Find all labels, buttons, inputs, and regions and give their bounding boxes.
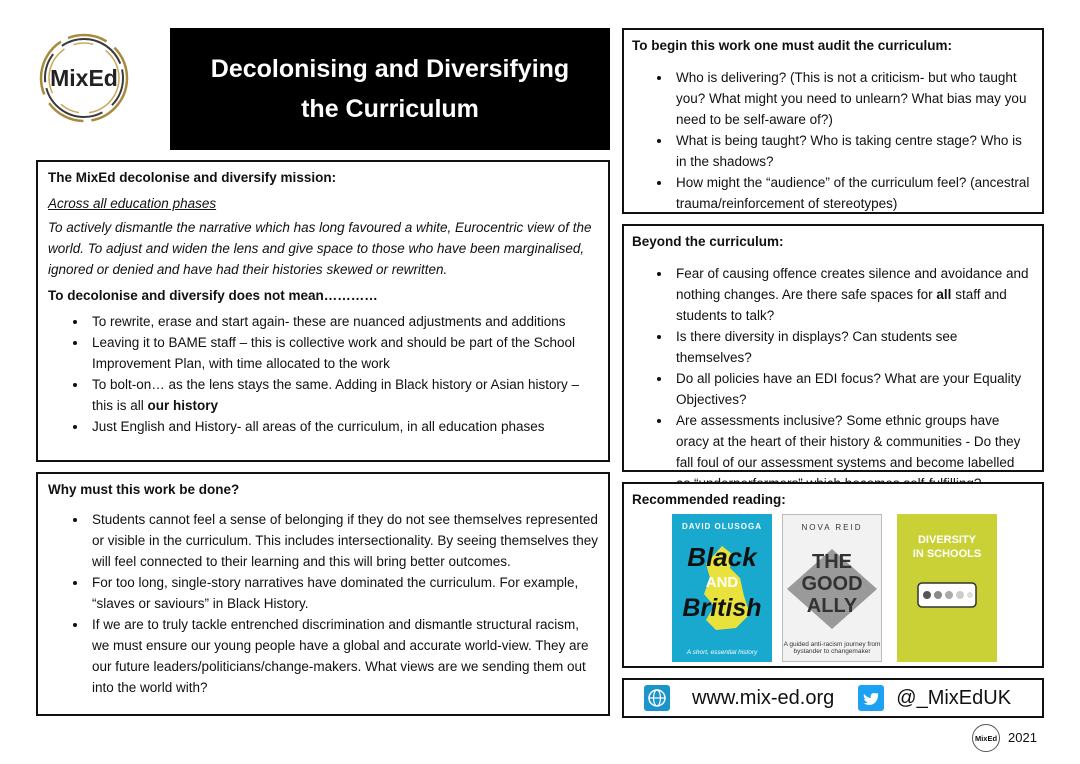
list-item: • Are assessments inclusive? Some ethnic groups have oracy at the heart of their history & communities - Do they fall foul of our assessment systems and become labelled: [672, 410, 1032, 494]
beyond-list: [632, 263, 1032, 494]
list-item: • If we are to truly tackle entrenched discrimination and dismantle structural racism, we must ensure our young people have a global and accurate world-view. They are our future leaders/politicians/change-makers. What views are we sending them out into the world with?: [88, 614, 598, 698]
book-title-1: THE: [812, 551, 852, 573]
list-item-bold: our history: [147, 398, 219, 413]
list-item: • How might the “audience” of the curriculum feel? (ancestral trauma/reinforcement of stereotypes): [672, 172, 1032, 214]
audit-list: [632, 67, 1032, 214]
book-black-and-british: [672, 514, 772, 662]
list-item-text: Fear of causing offence creates silence and avoidance and nothing changes. Are there safe spaces for: [676, 266, 1029, 302]
title-line-2: the Curriculum: [301, 95, 479, 123]
why-heading: Why must this work be done?: [48, 482, 240, 497]
audit-section: [622, 28, 1044, 214]
list-item: • Leaving it to BAME staff – this is collective work and should be part of the School Improvement Plan, with time allocated to the work: [88, 332, 598, 374]
book-title-2: AND: [705, 574, 739, 591]
footer-logo: MixEd: [972, 724, 1000, 752]
reading-heading: Recommended reading:: [632, 492, 786, 507]
not-mean-heading: To decolonise and diversify does not mean…………: [48, 288, 378, 303]
twitter-handle[interactable]: @_MixEdUK: [896, 686, 1012, 709]
not-mean-list: [48, 311, 598, 437]
audit-heading: To begin this work one must audit the curriculum:: [632, 38, 953, 53]
book-the-good-ally: [782, 514, 882, 662]
book-title-3: British: [682, 594, 762, 622]
list-item: • Students cannot feel a sense of belonging if they do not see themselves represented or visible in the curriculum. This includes intersectionality. By seeing themselves they will feel connected to their learning and this will bring better outcomes.: [88, 509, 598, 572]
list-item: • Is there diversity in displays? Can students see themselves?: [672, 326, 1032, 368]
website-link[interactable]: www.mix-ed.org: [692, 686, 835, 709]
mission-subheading: Across all education phases: [48, 196, 217, 211]
book-subtitle: A short, essential history: [686, 649, 758, 656]
list-item-text: To bolt-on… as the lens stays the same. Adding in Black history or Asian history – this is all: [92, 377, 579, 413]
why-section: [36, 472, 610, 716]
list-item: [88, 374, 598, 416]
footer-year: 2021: [1008, 730, 1037, 745]
book-title-2: GOOD: [801, 573, 863, 595]
mission-section: [36, 160, 610, 462]
twitter-icon: [858, 685, 884, 711]
beyond-heading: Beyond the curriculum:: [632, 234, 784, 249]
logo-text: MixEd: [50, 64, 118, 91]
book-author: DAVID OLUSOGA: [682, 522, 762, 531]
beyond-section: [622, 224, 1044, 472]
palette-icon: [917, 582, 977, 608]
mission-heading: The MixEd decolonise and diversify mission:: [48, 170, 337, 185]
contact-bar: [622, 678, 1044, 718]
why-list: [48, 509, 598, 698]
globe-icon: [644, 685, 670, 711]
mixed-logo: [38, 32, 130, 124]
book-author: NOVA REID: [801, 523, 863, 532]
list-item: • Just English and History- all areas of the curriculum, in all education phases: [88, 416, 598, 437]
title-line-1: Decolonising and Diversifying: [210, 55, 570, 83]
list-item: [672, 263, 1032, 326]
book-subtitle: A guided anti-racism journey from bystander to changemaker: [783, 641, 881, 655]
list-item: • What is being taught? Who is taking centre stage? Who is in the shadows?: [672, 130, 1032, 172]
book-title-1: Black: [687, 542, 757, 572]
reading-section: [622, 482, 1044, 668]
book-title-1: DIVERSITY: [917, 534, 977, 546]
list-item: • For too long, single-story narratives have dominated the curriculum. For example, “slaves or saviours” in Black History.: [88, 572, 598, 614]
book-title-2: IN SCHOOLS: [912, 548, 982, 560]
list-item-bold: all: [936, 287, 952, 302]
list-item: • To rewrite, erase and start again- these are nuanced adjustments and additions: [88, 311, 598, 332]
book-title-3: ALLY: [806, 595, 858, 617]
list-item: • Who is delivering? (This is not a criticism- but who taught you? What might you need to unlearn? What bias may you need to be self-aware of?): [672, 67, 1032, 130]
list-item: • Do all policies have an EDI focus? What are your Equality Objectives?: [672, 368, 1032, 410]
page-title: [170, 28, 610, 150]
mission-intro: To actively dismantle the narrative which has long favoured a white, Eurocentric view of the world. To adjust and widen the lens and give space to those who have been marginalised, ignored or denied and have had their histories skewed or rewritten.: [48, 220, 592, 277]
book-diversity-in-schools: [897, 514, 997, 662]
list-item-text: staff and students to talk?: [676, 287, 1007, 323]
